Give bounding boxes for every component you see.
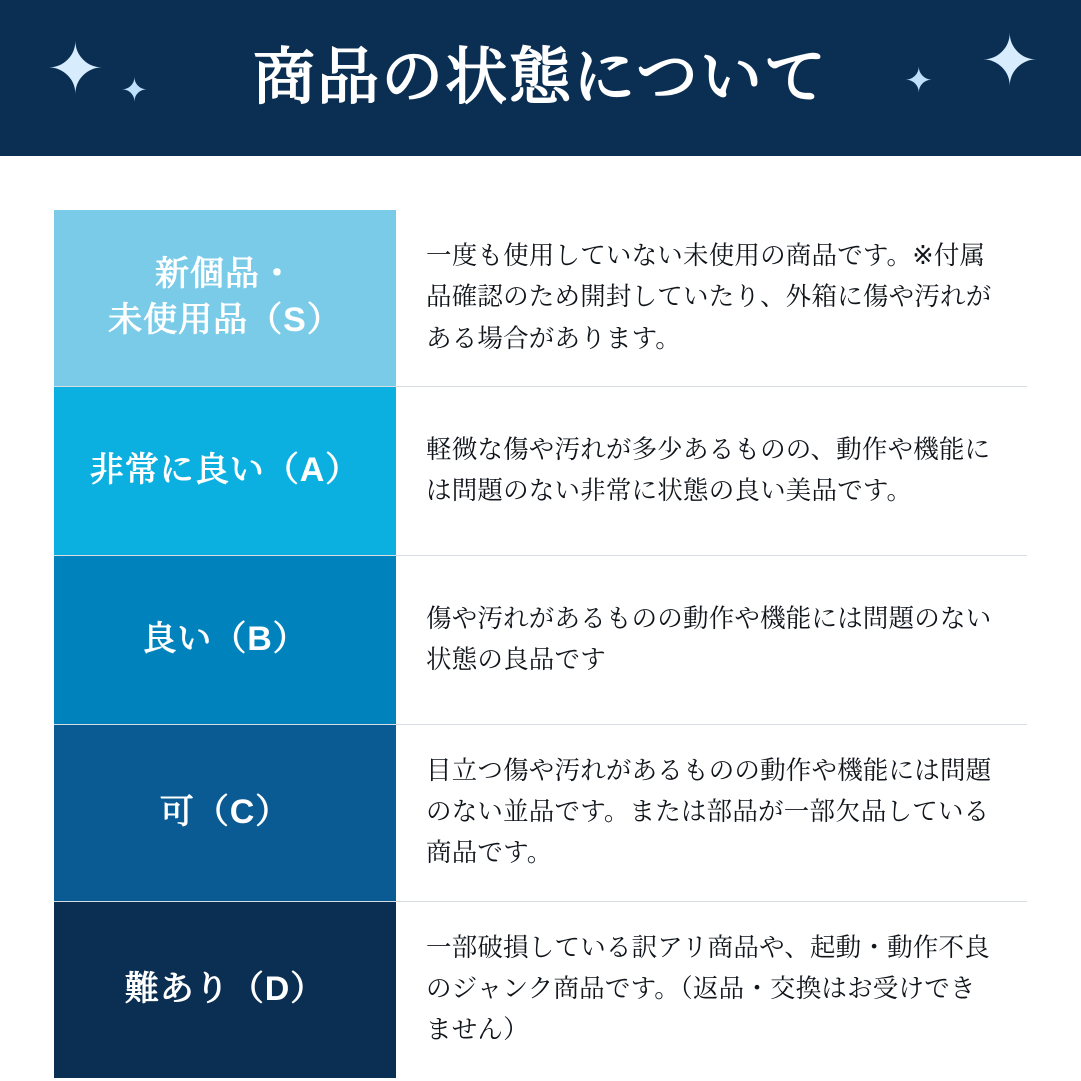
grade-label-s-line1: 新個品・ [155,255,295,294]
grade-description-a: 軽微な傷や汚れが多少あるものの、動作や機能には問題のない非常に状態の良い美品です。 [396,386,1027,555]
page-title: 商品の状態について [253,43,828,112]
header-banner [0,0,1081,156]
grade-label-b-line1: 良い（B） [142,619,308,658]
table-row [54,210,1027,386]
sparkle-small-right-icon: ✦ [904,62,933,100]
grade-label-s [54,210,396,386]
table-row [54,555,1027,724]
sparkle-large-left-icon: ✦ [46,30,105,108]
grade-label-a [54,386,396,555]
grade-label-d [54,901,396,1077]
grade-label-a-line1: 非常に良い（A） [89,450,361,489]
table-row [54,724,1027,901]
grade-description-c: 目立つ傷や汚れがあるものの動作や機能には問題のない並品です。または部品が一部欠品している商品です。 [396,724,1027,901]
grade-description-b: 傷や汚れがあるものの動作や機能には問題のない状態の良品です [396,555,1027,724]
condition-table [54,210,1027,1078]
grade-label-s-line2: 未使用品（S） [108,300,342,339]
condition-table-wrapper [54,210,1027,1078]
sparkle-large-right-icon: ✦ [980,22,1039,100]
grade-label-d-line1: 難あり（D） [124,969,326,1008]
grade-description-d: 一部破損している訳アリ商品や、起動・動作不良のジャンク商品です。（返品・交換はお受けできません） [396,901,1027,1077]
grade-label-b [54,555,396,724]
table-row [54,386,1027,555]
sparkle-small-left-icon: ✦ [121,72,148,108]
grade-label-c [54,724,396,901]
grade-description-s: 一度も使用していない未使用の商品です。※付属品確認のため開封していたり、外箱に傷や汚れがある場合があります。 [396,210,1027,386]
grade-label-c-line1: 可（C） [159,792,291,831]
table-row [54,901,1027,1077]
